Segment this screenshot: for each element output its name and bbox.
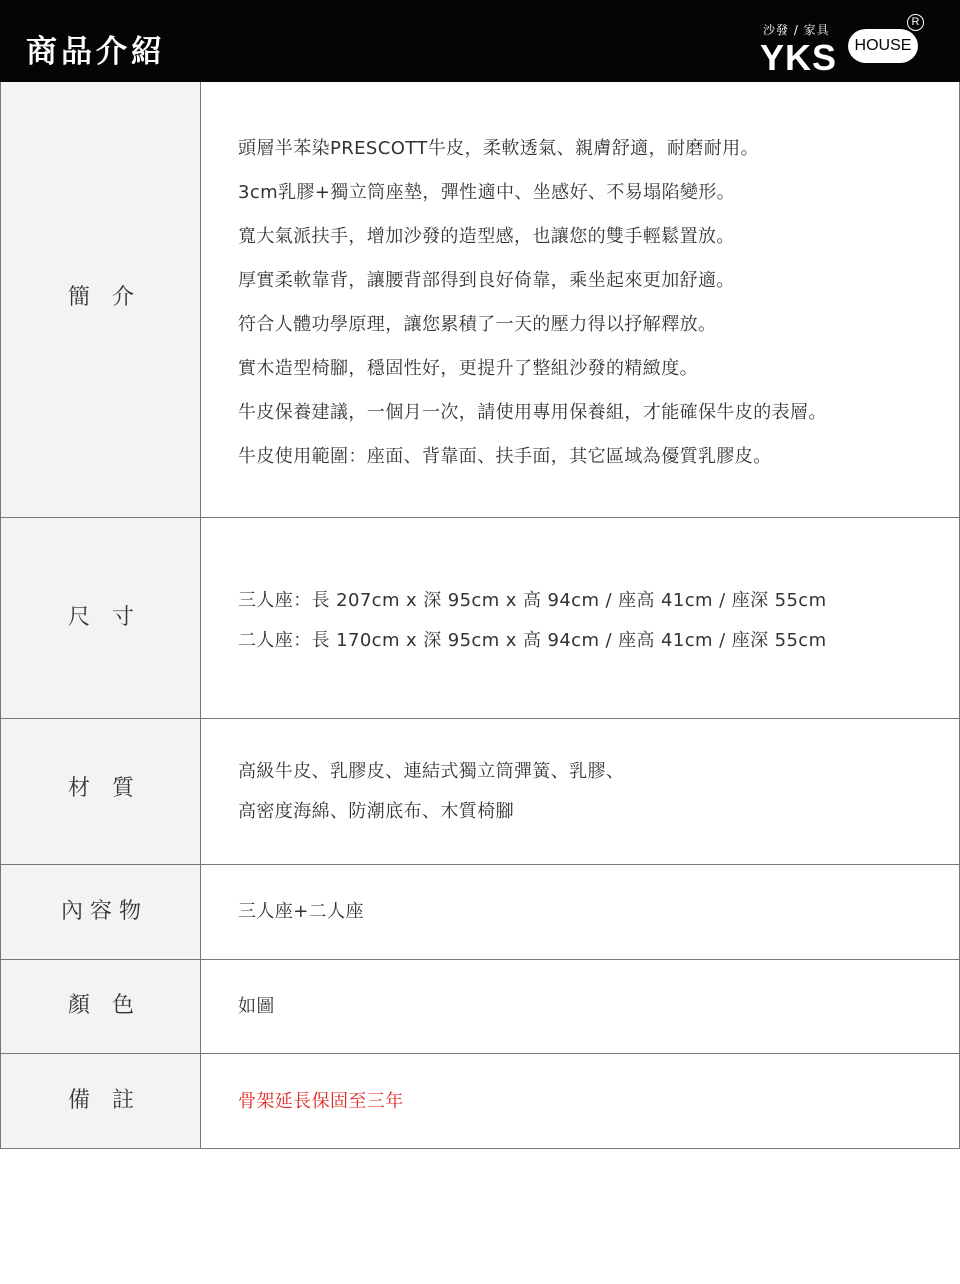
spec-label-cell <box>1 82 201 517</box>
spec-label-cell <box>1 518 201 718</box>
page-header <box>0 0 960 82</box>
intro-line: 符合人體功學原理，讓您累積了一天的壓力得以抒解釋放。 <box>238 314 717 335</box>
spec-label-cell <box>1 865 201 959</box>
spec-note-text <box>238 1082 949 1122</box>
spec-label-cell <box>1 719 201 864</box>
logo-house-badge: HOUSE <box>848 29 918 63</box>
spec-material-text <box>238 752 949 832</box>
material-line: 高級牛皮、乳膠皮、連結式獨立筒彈簧、乳膠、 <box>238 761 625 782</box>
spec-label-note: 備 註 <box>67 1088 134 1113</box>
spec-label-cell <box>1 1054 201 1148</box>
spec-label-size: 尺 寸 <box>67 605 134 630</box>
spec-contents-text <box>238 892 949 932</box>
spec-row-intro <box>1 82 959 518</box>
color-value: 如圖 <box>238 996 275 1017</box>
logo-subtitle: 沙發 / 家具 <box>763 23 830 37</box>
registered-mark-icon: R <box>907 14 924 31</box>
spec-color-text <box>238 987 949 1027</box>
page-title: 商品介紹 <box>26 34 166 70</box>
intro-line: 3cm乳膠+獨立筒座墊，彈性適中、坐感好、不易塌陷變形。 <box>238 182 736 203</box>
spec-row-note <box>1 1054 959 1149</box>
spec-label-cell <box>1 960 201 1053</box>
spec-table <box>0 82 960 1149</box>
spec-row-size <box>1 518 959 719</box>
brand-logo <box>760 14 930 78</box>
spec-label-color: 顏 色 <box>67 993 134 1018</box>
spec-size-text <box>238 581 949 661</box>
size-line: 三人座：長 207cm x 深 95cm x 高 94cm / 座高 41cm / 座深 55cm <box>238 590 827 611</box>
size-line: 二人座：長 170cm x 深 95cm x 高 94cm / 座高 41cm / 座深 55cm <box>238 630 827 651</box>
intro-line: 牛皮保養建議，一個月一次，請使用專用保養組，才能確保牛皮的表層。 <box>238 402 827 423</box>
spec-label-material: 材 質 <box>67 776 134 801</box>
spec-intro-text <box>238 127 949 479</box>
intro-line: 牛皮使用範圍：座面、背靠面、扶手面，其它區域為優質乳膠皮。 <box>238 446 772 467</box>
material-line: 高密度海綿、防潮底布、木質椅腳 <box>238 801 514 822</box>
contents-value: 三人座+二人座 <box>238 901 364 922</box>
spec-row-color <box>1 960 959 1054</box>
spec-row-material <box>1 719 959 865</box>
spec-label-contents: 內 容 物 <box>61 899 141 924</box>
note-value: 骨架延長保固至三年 <box>238 1091 404 1112</box>
intro-line: 寬大氣派扶手，增加沙發的造型感，也讓您的雙手輕鬆置放。 <box>238 226 735 247</box>
intro-line: 實木造型椅腳，穩固性好，更提升了整組沙發的精緻度。 <box>238 358 698 379</box>
spec-row-contents <box>1 865 959 960</box>
intro-line: 厚實柔軟靠背，讓腰背部得到良好倚靠，乘坐起來更加舒適。 <box>238 270 735 291</box>
logo-brand-text: YKS <box>760 37 838 78</box>
spec-label-intro: 簡 介 <box>67 285 134 310</box>
intro-line: 頭層半苯染PRESCOTT牛皮，柔軟透氣、親膚舒適，耐磨耐用。 <box>238 138 759 159</box>
